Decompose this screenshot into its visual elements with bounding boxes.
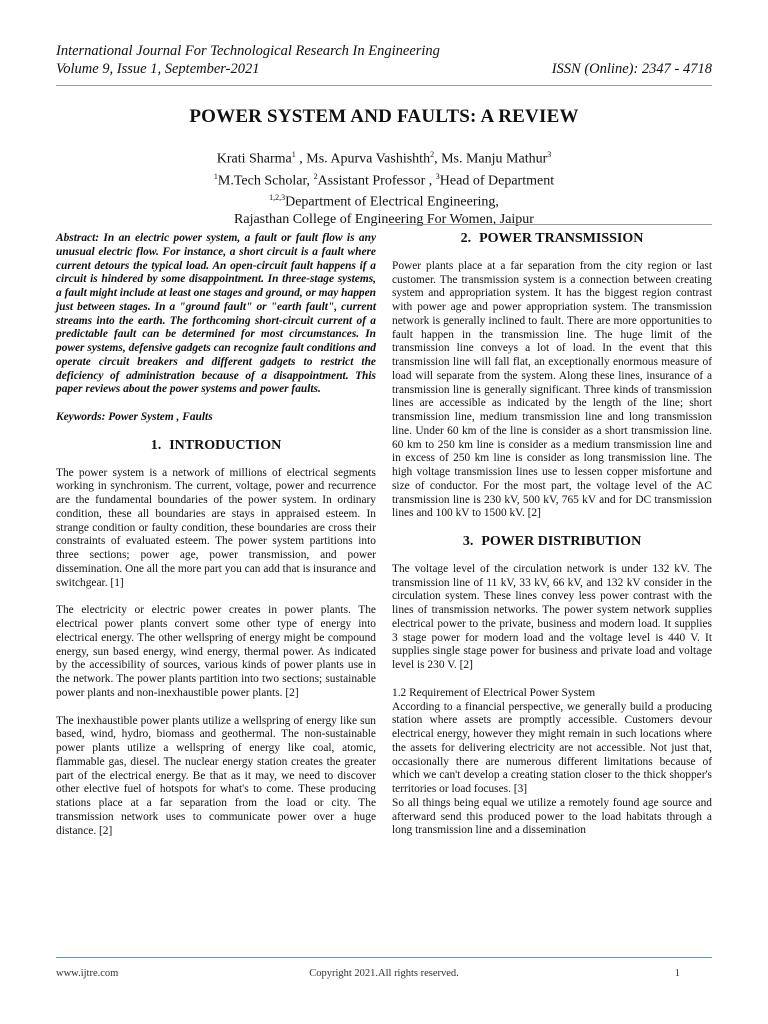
section-title: INTRODUCTION — [169, 437, 282, 453]
section-heading-introduction — [56, 439, 376, 453]
right-column — [392, 232, 712, 838]
author-1: Krati Sharma — [216, 151, 292, 167]
author-block — [56, 146, 712, 228]
role-3: Head of Department — [439, 173, 555, 189]
role-1-sup: 1 — [213, 171, 218, 181]
requirement-paragraph-2: So all things being equal we utilize a remotely found age source and afterward send this produced power to the load habitats through a long transmission line and a dissemination — [392, 796, 712, 837]
section-heading-power-distribution — [392, 535, 712, 549]
journal-name: International Journal For Technological Research In Engineering — [56, 43, 440, 59]
author-college: Rajasthan College of Engineering For Women, Jaipur — [234, 211, 534, 227]
author-2: , Ms. Apurva Vashishth — [295, 151, 431, 167]
department-sup: 1,2,3 — [269, 193, 286, 203]
journal-header — [56, 42, 712, 78]
journal-volume: Volume 9, Issue 1, September-2021 — [56, 61, 260, 77]
transmission-paragraph: Power plants place at a far separation from the city region or last customer. The transmission system is a connection between creating system and appropriation system. It has the biggest region contrast with power age and power appropriation system. The transmission network is generally inclined to fault. There are more opportunities to fault happen in the transmission line. The huge limit of the transmission line conveys a lot of load. In the event that this transmission line will fall flat, an exceptionally enormous measure of load will separate from the system. Along these lines, insurance of a transmission line is generally significant. Three kinds of transmission lines are accessible as indicated by the length of the line; short transmission line, medium transmission line and long transmission line. Under 60 km of the line is consider as a short transmission line. 60 km to 250 km line is consider as a medium transmission line and in excess of 250 km line is consider as long transmission line. The high voltage transmission lines use to lessen copper misfortune and size of conductor. For the most part, the voltage level of the AC transmission line is 230 kV, 500 kV, 765 kV and for DC transmission lines and 100 kV to 1500 kV. [2] — [392, 259, 712, 520]
role-1: M.Tech Scholar, — [217, 173, 314, 189]
author-roles — [56, 168, 712, 190]
role-3-sup: 3 — [435, 171, 440, 181]
header-rule — [56, 85, 712, 86]
author-3: , Ms. Manju Mathur — [434, 151, 548, 167]
footer-copyright: Copyright 2021.All rights reserved. — [309, 968, 459, 979]
left-column — [56, 232, 376, 852]
intro-paragraph-1: The power system is a network of millions of electrical segments working in synchronism. The current, voltage, power and recurrence are the fundamental boundaries of the power system. In ordinary condition, these all boundaries are stays in appraised esteem. In strange condition or faulty condition, these boundaries are cross their constraints of evaluated esteem. The power system partitions into three sections; power age, power transmission, and power dissemination. One all the more part you can add that is insurance and switchgear. [1] — [56, 466, 376, 589]
distribution-paragraph: The voltage level of the circulation network is under 132 kV. The transmission line of 11 kV, 33 kV, 66 kV, and 132 kV consider in the circulation system. These lines convey less power contrast with the lines of transmission networks. The power system network supplies electrical power to the private, business and modern load. It supplies 3 stage power for modern load and the voltage level is 440 V. It supplies single stage power for business and private load and voltage level is 230 V. [2] — [392, 562, 712, 671]
department: Department of Electrical Engineering, — [285, 194, 499, 210]
author-2-sup: 2 — [430, 150, 435, 159]
role-2-sup: 2 — [313, 171, 318, 181]
author-department — [56, 189, 712, 211]
footer-url[interactable]: www.ijtre.com — [56, 968, 119, 979]
intro-paragraph-3: The inexhaustible power plants utilize a wellspring of energy like sun based, wind, hydro, biomass and geothermal. The non-sustainable power plants utilize a wellspring of energy like coal, atomic, flammable gas, diesel. The nuclear energy station creates the greater part of the electrical energy. Be that as it may, we need to discover other elective fuel of hotspots for what's to come. These producing stations place at a far separation from the load or city. The transmission network uses to communicate power over a huge distance. [2] — [56, 714, 376, 837]
section-heading-power-transmission — [392, 232, 712, 246]
role-2: Assistant Professor , — [317, 173, 436, 189]
author-1-sup: 1 — [291, 150, 296, 159]
footer-rule — [56, 957, 712, 958]
journal-volume-row — [56, 60, 712, 78]
intro-paragraph-2: The electricity or electric power creates in power plants. The electrical power plants convert some other type of energy into electrical energy. The other wellspring of energy might be compound energy, sun based energy, wind energy, thermal power. As indicated by the accessibility of sources, various kinds of power plants use in the network. The power plants partition into two sections; sustainable power plants and non-inexhaustible power plants. [2] — [56, 604, 376, 699]
column-rule — [388, 224, 712, 225]
author-names — [56, 146, 712, 168]
section-title: POWER DISTRIBUTION — [481, 534, 642, 549]
paper-title: POWER SYSTEM AND FAULTS: A REVIEW — [189, 106, 579, 127]
author-3-sup: 3 — [547, 150, 552, 159]
section-number: 3. — [462, 534, 474, 549]
section-title: POWER TRANSMISSION — [479, 231, 644, 246]
section-number: 2. — [460, 231, 472, 246]
keywords: Keywords: Power System , Faults — [56, 411, 213, 423]
requirement-paragraph-1: According to a financial perspective, we generally build a producing station where assets are promptly accessible. Customers devour electrical energy, however they might remain in such locations where the assets for delivering electricity are not accessible. Not just that, occasionally there are numerous different limitations because of which we can't develop a creating station closer to the thick shopper's territories or load focuses. [3] — [392, 700, 712, 795]
abstract: Abstract: In an electric power system, a fault or fault flow is any unusual electric flow. For instance, a short circuit is a fault where current detours the typical load. An open-circuit fault happens if a circuit is hindered by some disappointment. In three-stage systems, a fault might include at least one stages and ground, or may happen just between stages. In a "ground fault" or "earth fault", current streams into the earth. The forthcoming short-circuit current of a predictable fault can be determined for most circumstances. In power systems, defensive gadgets can recognize fault conditions and operate circuit breakers and different gadgets to restrict the deficiency of administration because of a disappointment. This paper reviews about the power systems and power faults. — [56, 232, 376, 396]
section-number: 1. — [150, 437, 162, 453]
subsection-heading: 1.2 Requirement of Electrical Power System — [392, 686, 596, 699]
page-number: 1 — [674, 968, 680, 979]
journal-issn: ISSN (Online): 2347 - 4718 — [551, 61, 712, 77]
